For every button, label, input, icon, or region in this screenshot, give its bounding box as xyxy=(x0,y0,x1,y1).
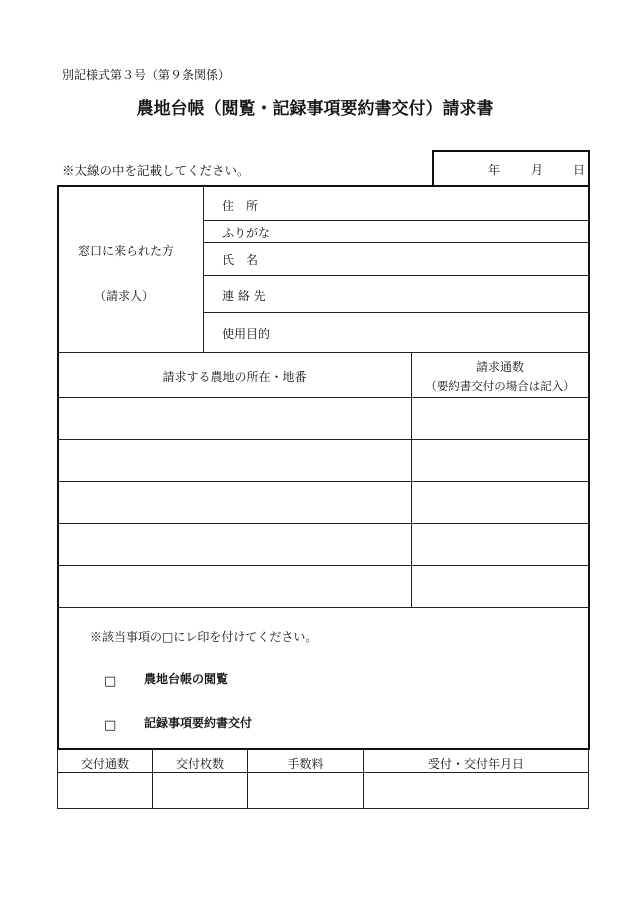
issued-copies-cell[interactable] xyxy=(60,775,150,806)
form-number: 別記様式第３号（第９条関係） xyxy=(62,68,231,82)
applicant-group-label: 窓口に来られた方 xyxy=(78,244,175,258)
checkbox-icon[interactable]: □ xyxy=(104,674,117,689)
land-location-cell[interactable] xyxy=(60,441,409,479)
option-inspection-label: 農地台帳の閲覧 xyxy=(144,672,229,686)
contact-label: 連 絡 先 xyxy=(222,289,266,303)
request-count-cell[interactable] xyxy=(414,483,586,521)
receipt-date-cell[interactable] xyxy=(366,775,586,806)
furigana-label: ふりがな xyxy=(222,226,271,240)
name-label: 氏 名 xyxy=(222,253,259,267)
request-count-cell[interactable] xyxy=(414,399,586,437)
option-inspection[interactable] xyxy=(104,670,229,689)
address-field[interactable] xyxy=(290,190,580,218)
year-label: 年 xyxy=(488,163,501,177)
furigana-field[interactable] xyxy=(290,222,580,240)
contact-field[interactable] xyxy=(290,279,580,309)
option-summary-issuance[interactable] xyxy=(104,714,253,733)
name-field[interactable] xyxy=(290,245,580,273)
day-label: 日 xyxy=(573,163,586,177)
land-location-cell[interactable] xyxy=(60,399,409,437)
land-location-cell[interactable] xyxy=(60,483,409,521)
purpose-label: 使用目的 xyxy=(222,327,271,341)
checkbox-icon[interactable]: □ xyxy=(104,718,117,733)
purpose-field[interactable] xyxy=(290,316,580,348)
address-label: 住 所 xyxy=(222,199,259,213)
request-count-cell[interactable] xyxy=(414,525,586,563)
land-location-header: 請求する農地の所在・地番 xyxy=(162,370,307,384)
receipt-date-header: 受付・交付年月日 xyxy=(427,757,524,771)
option-summary-issuance-label: 記録事項要約書交付 xyxy=(144,716,253,730)
land-location-cell[interactable] xyxy=(60,567,409,605)
issued-copies-header: 交付通数 xyxy=(80,757,129,771)
request-count-cell[interactable] xyxy=(414,441,586,479)
fee-header: 手数料 xyxy=(287,757,324,771)
applicant-group-sublabel: （請求人） xyxy=(94,289,155,303)
month-label: 月 xyxy=(531,163,544,177)
options-instruction: ※該当事項の□にレ印を付けてください。 xyxy=(90,630,318,644)
land-location-cell[interactable] xyxy=(60,525,409,563)
request-count-header: 請求通数 xyxy=(475,360,524,374)
request-count-cell[interactable] xyxy=(414,567,586,605)
issued-sheets-header: 交付枚数 xyxy=(175,757,224,771)
issued-sheets-cell[interactable] xyxy=(155,775,245,806)
fee-cell[interactable] xyxy=(250,775,361,806)
request-count-note: （要約書交付の場合は記入） xyxy=(425,379,575,393)
instruction-text: ※太線の中を記載してください。 xyxy=(62,163,250,178)
page-title: 農地台帳（閲覧・記録事項要約書交付）請求書 xyxy=(136,99,494,119)
